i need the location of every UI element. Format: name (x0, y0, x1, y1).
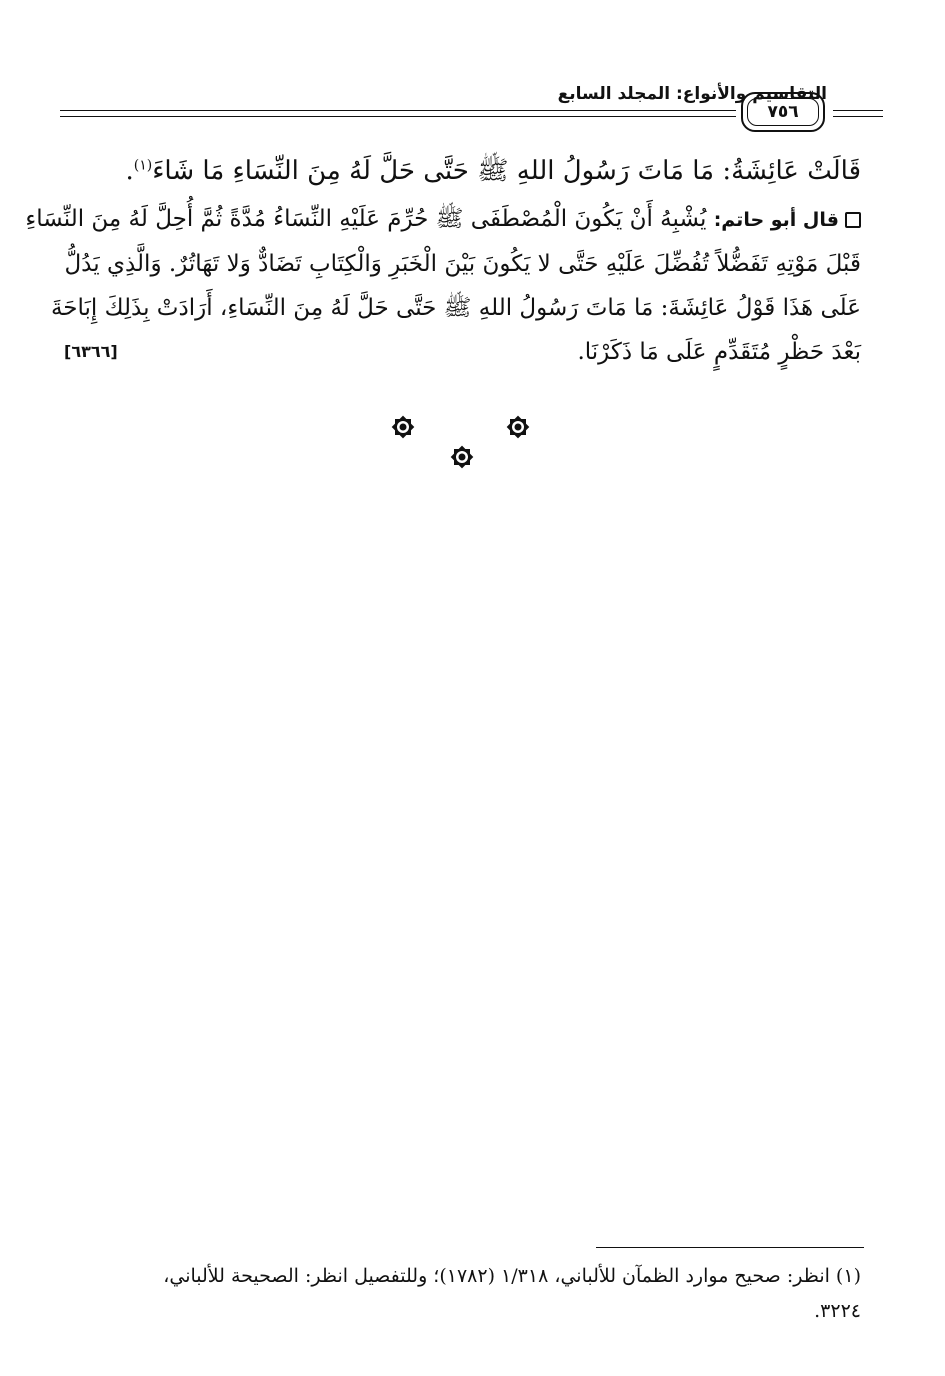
commentary-line: قَبْلَ مَوْتِهِ تَفَضُّلاً تُفُضِّلَ عَلَيْهِ حَتَّى لا يَكُونَ بَيْنَ الْخَبَرِ وَالْكِتَابِ تَضَادٌّ وَلا تَهَاتُرٌ. وَالَّذِي يَدُلُّ (64, 251, 861, 277)
header-rule-side (833, 110, 883, 111)
running-title: التقاسيم والأنواع: المجلد السابع (557, 84, 827, 104)
ornament-icon (504, 413, 532, 441)
hadith-text: قَالَتْ عَائِشَةُ: مَا مَاتَ رَسُولُ اللهِ ﷺ حَتَّى حَلَّ لَهُ مِنَ النِّسَاءِ مَا شَاءَ (152, 156, 861, 186)
header-rule (60, 110, 736, 111)
ornament-icon (389, 413, 417, 441)
footnote-line: (١) انظر: صحيح موارد الظمآن للألباني، ١/٣١٨ (١٧٨٢)؛ وللتفصيل انظر: الصحيحة للألباني، (163, 1265, 861, 1287)
hadith-text-end: . (125, 156, 134, 186)
commentary-line (25, 208, 861, 231)
commentary-line: عَلَى هَذَا قَوْلُ عَائِشَةَ: مَا مَاتَ رَسُولُ اللهِ ﷺ حَتَّى حَلَّ لَهُ مِنَ النِّسَاءِ، أَرَادَتْ بِذَلِكَ إِبَاحَةَ (50, 295, 861, 321)
commentary-text: يُشْبِهُ أَنْ يَكُونَ الْمُصْطَفَى ﷺ حُرِّمَ عَلَيْهِ النِّسَاءُ مُدَّةً ثُمَّ أُحِلَّ لَهُ مِنَ النِّسَاءِ (25, 206, 707, 232)
page-number: ٧٥٦ (747, 98, 819, 126)
footnote-separator (596, 1247, 864, 1248)
hadith-number: [٦٣٦٦] (64, 342, 118, 361)
page-number-badge (741, 92, 825, 132)
hadith-text-line (125, 158, 861, 184)
header-rule (60, 116, 736, 117)
header-rule-side (833, 116, 883, 117)
footnote-line: ٣٢٢٤. (814, 1300, 861, 1322)
ornament-icon (448, 443, 476, 471)
commentary-line: بَعْدَ حَظْرٍ مُتَقَدِّمٍ عَلَى مَا ذَكَرْنَا. (577, 339, 861, 365)
square-bullet-icon (845, 212, 861, 228)
speaker-label: قال أبو حاتم: (713, 209, 839, 231)
footnote-marker: (١) (133, 157, 153, 174)
